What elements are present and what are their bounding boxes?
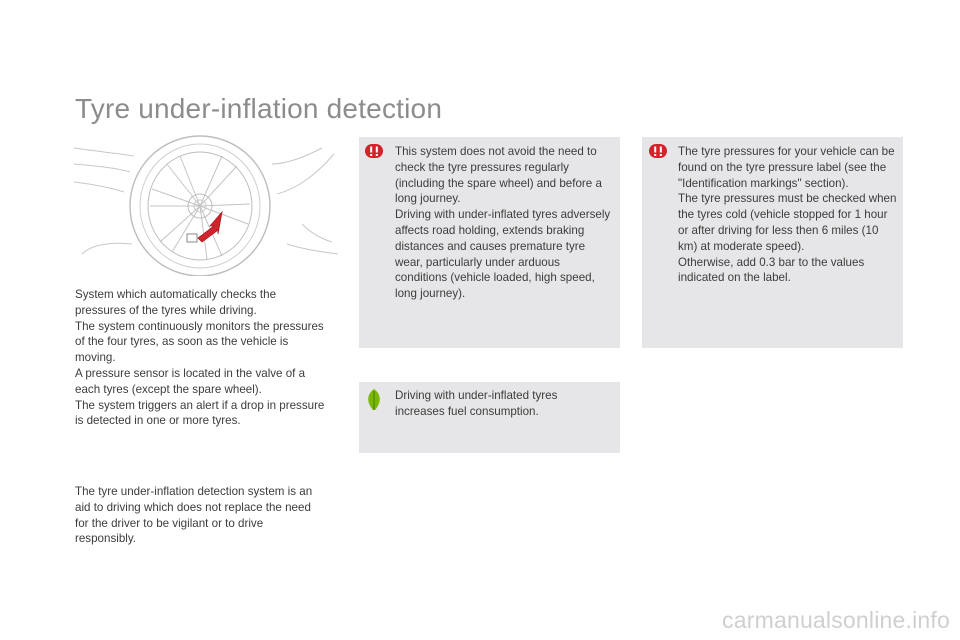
warning-box-1-text bbox=[395, 144, 613, 302]
eco-leaf-icon bbox=[364, 388, 384, 412]
warning-icon bbox=[648, 143, 668, 159]
footer-watermark: carmanualsonline.info bbox=[722, 607, 950, 633]
intro-line: System which automatically checks the pressures of the tyres while driving. bbox=[75, 288, 277, 317]
warning-paragraph: This system does not avoid the need to check the tyre pressures regularly (including the spare wheel) and before a long journey. bbox=[395, 145, 602, 206]
intro-line: A pressure sensor is located in the valve of a each tyres (except the spare wheel). bbox=[75, 366, 306, 396]
eco-paragraph: Driving with under-inflated tyres increases fuel consumption. bbox=[395, 389, 558, 418]
warning-paragraph: Otherwise, add 0.3 bar to the values indicated on the label. bbox=[678, 255, 865, 285]
intro-text bbox=[75, 287, 327, 429]
note-text bbox=[75, 484, 327, 547]
warning-paragraph: The tyre pressures must be checked when the tyres cold (vehicle stopped for 1 hour or after driving for less then 6 miles (10 km) at moderate speed). bbox=[678, 192, 897, 253]
eco-box-text bbox=[395, 388, 605, 420]
warning-paragraph: The tyre pressures for your vehicle can be found on the tyre pressure label (see the "Identification markings" section). bbox=[678, 145, 895, 190]
intro-line: The system continuously monitors the pressures of the four tyres, as soon as the vehicle is moving. bbox=[75, 319, 324, 365]
warning-box-2-text bbox=[678, 144, 898, 286]
warning-paragraph: Driving with under-inflated tyres adversely affects road holding, extends braking distances and causes premature tyre wear, particularly under arduous conditions (vehicle loaded, high speed, long journey). bbox=[395, 208, 611, 301]
note-paragraph: The tyre under-inflation detection system is an aid to driving which does not replace the need for the driver to be vigilant or to drive responsibly. bbox=[75, 485, 313, 546]
wheel-valve-illustration bbox=[72, 134, 340, 276]
intro-line: The system triggers an alert if a drop in pressure is detected in one or more tyres. bbox=[75, 398, 325, 428]
warning-icon bbox=[364, 143, 384, 159]
page-title: Tyre under-inflation detection bbox=[75, 93, 443, 124]
